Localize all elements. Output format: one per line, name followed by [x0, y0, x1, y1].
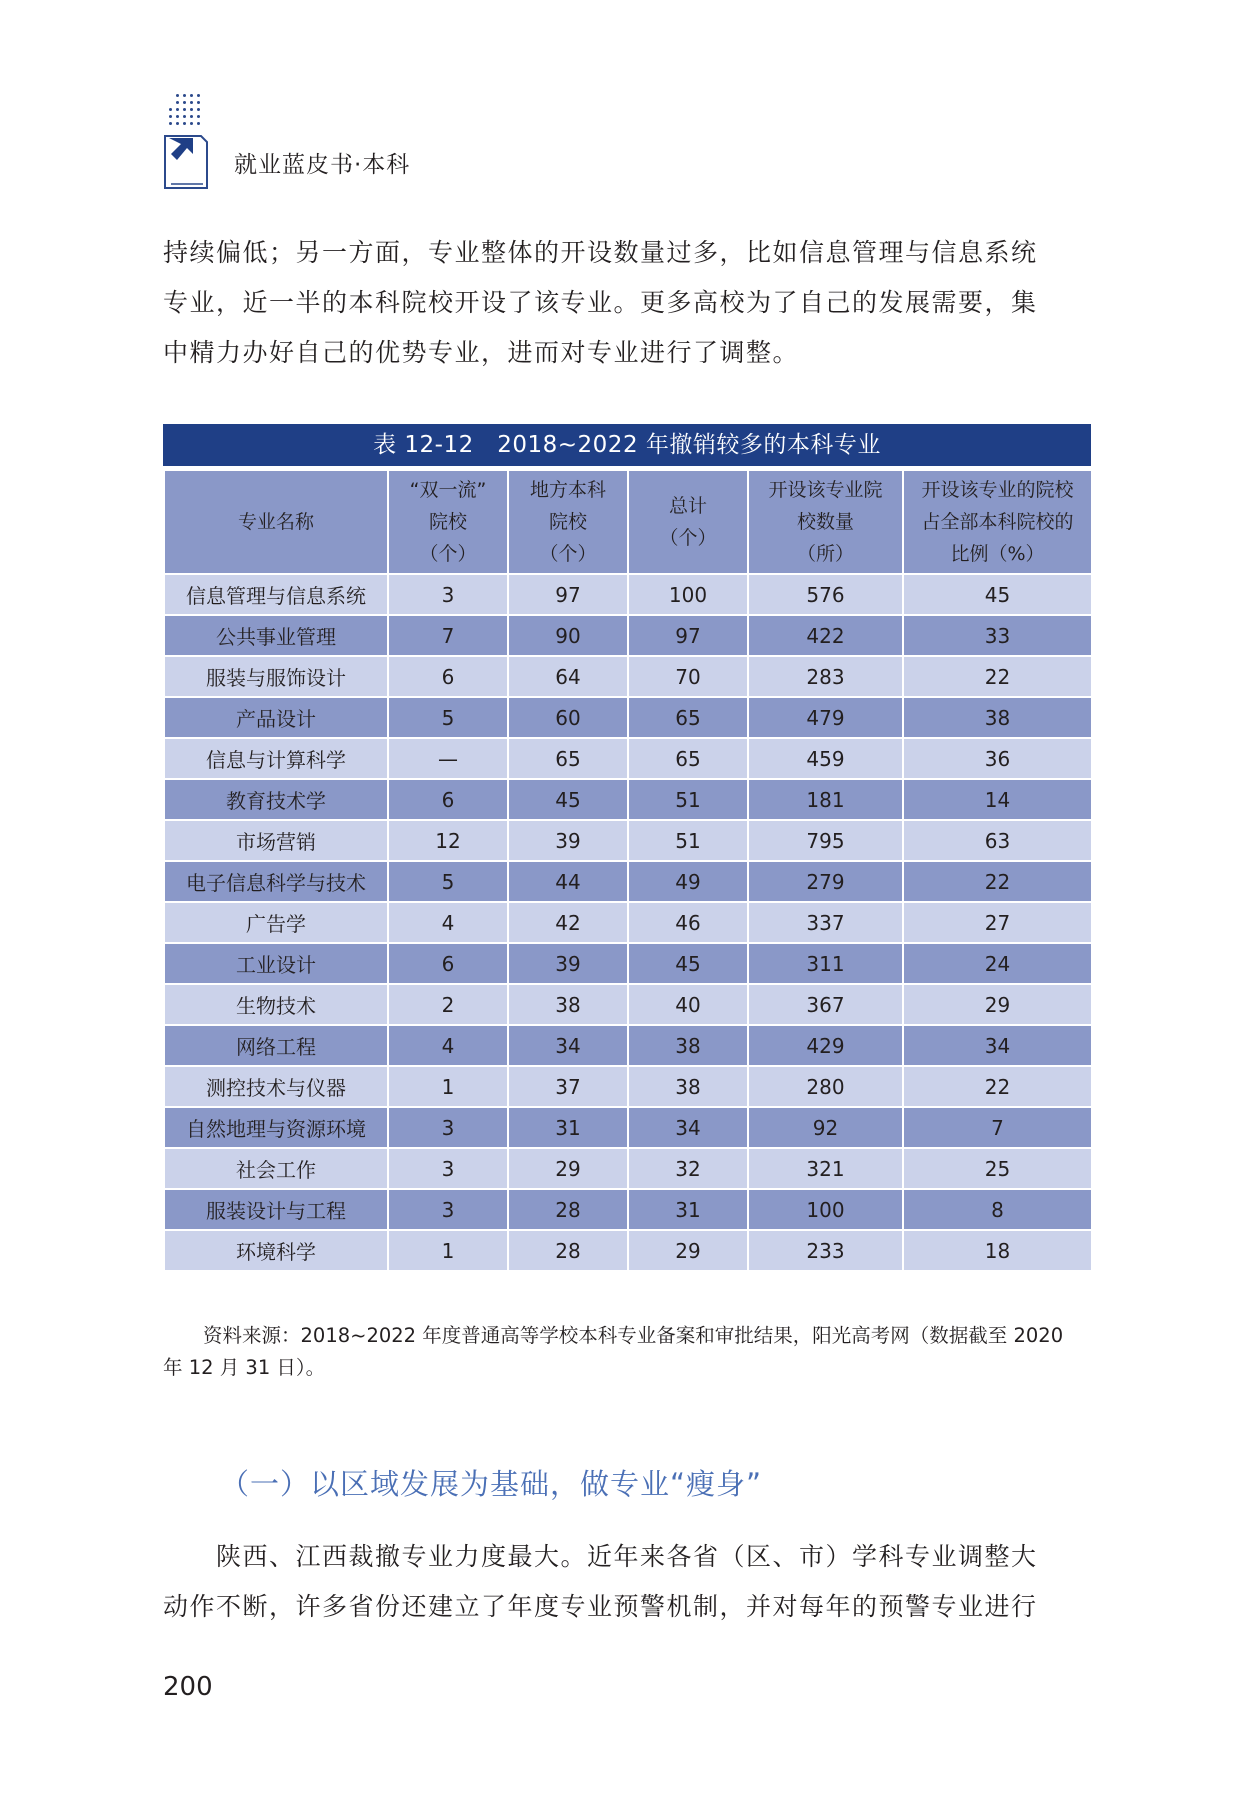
table-row [164, 861, 1092, 902]
major-name-cell: 信息与计算科学 [164, 738, 388, 779]
table-cell: 45 [903, 574, 1092, 615]
table-row [164, 820, 1092, 861]
dot [169, 115, 172, 118]
table-cell: 367 [748, 984, 903, 1025]
table-cell: 6 [388, 656, 508, 697]
column-header-line: 总计 [668, 495, 707, 517]
dot [190, 115, 193, 118]
table-cell: 28 [508, 1189, 628, 1230]
table-cell: 65 [628, 697, 748, 738]
table-cell: 38 [628, 1025, 748, 1066]
table-cell: 5 [388, 697, 508, 738]
table-cell: 49 [628, 861, 748, 902]
table-cell: 38 [903, 697, 1092, 738]
table-cell: 29 [628, 1230, 748, 1271]
table-cell: 29 [508, 1148, 628, 1189]
text-line: 陕西、江西裁撤专业力度最大。近年来各省（区、市）学科专业调整大 [216, 1542, 1038, 1571]
column-header-line: 开设该专业院 [768, 479, 883, 501]
section-heading: （一）以区域发展为基础，做专业“瘦身” [220, 1467, 763, 1501]
major-name-cell: 生物技术 [164, 984, 388, 1025]
table-cell: 3 [388, 1189, 508, 1230]
dot [176, 115, 179, 118]
table-cell: 6 [388, 779, 508, 820]
table-cell: 39 [508, 820, 628, 861]
column-header-line: 校数量 [796, 511, 854, 533]
table-row [164, 574, 1092, 615]
major-name-cell: 自然地理与资源环境 [164, 1107, 388, 1148]
source-line: 年 12 月 31 日）。 [163, 1356, 326, 1379]
major-name-cell: 社会工作 [164, 1148, 388, 1189]
table-cell: 283 [748, 656, 903, 697]
dot [183, 115, 186, 118]
dot [176, 101, 179, 104]
table-row [164, 615, 1092, 656]
table-cell: 38 [508, 984, 628, 1025]
column-header-line: （个） [659, 527, 717, 549]
table-cell: 6 [388, 943, 508, 984]
dot [169, 108, 172, 111]
table-cell: 37 [508, 1066, 628, 1107]
dot [169, 122, 172, 125]
table-cell: 279 [748, 861, 903, 902]
table-row [164, 902, 1092, 943]
data-table [163, 424, 1091, 1272]
table-cell: 44 [508, 861, 628, 902]
table-cell: 7 [903, 1107, 1092, 1148]
table-cell: 32 [628, 1148, 748, 1189]
table-cell: 27 [903, 902, 1092, 943]
table-row [164, 984, 1092, 1025]
column-header-line: 占全部本科院校的 [921, 511, 1074, 533]
table-row [164, 1066, 1092, 1107]
table-cell: — [388, 738, 508, 779]
table-cell: 422 [748, 615, 903, 656]
table-cell: 51 [628, 779, 748, 820]
column-header-line: 院校 [428, 511, 467, 533]
column-header-line: 专业名称 [237, 511, 314, 533]
intro-paragraph [163, 228, 1093, 378]
dot [176, 94, 179, 97]
source-line: 资料来源：2018~2022 年度普通高等学校本科专业备案和审批结果，阳光高考网（数据截至 2020 [203, 1324, 1064, 1347]
text-line: 持续偏低；另一方面，专业整体的开设数量过多，比如信息管理与信息系统 [163, 238, 1038, 267]
table-cell: 40 [628, 984, 748, 1025]
table-cell: 459 [748, 738, 903, 779]
table-cell: 5 [388, 861, 508, 902]
table-cell: 3 [388, 574, 508, 615]
table-cell: 97 [508, 574, 628, 615]
table-cell: 45 [508, 779, 628, 820]
table-cell: 321 [748, 1148, 903, 1189]
column-header-line: 地方本科 [529, 479, 606, 501]
table-cell: 60 [508, 697, 628, 738]
table-cell: 38 [628, 1066, 748, 1107]
table-cell: 12 [388, 820, 508, 861]
table-cell: 39 [508, 943, 628, 984]
dot [176, 122, 179, 125]
column-header-line: （所） [796, 543, 854, 565]
text-line: 动作不断，许多省份还建立了年度专业预警机制，并对每年的预警专业进行 [163, 1592, 1038, 1621]
column-header [628, 470, 748, 574]
column-header [388, 470, 508, 574]
table-cell: 3 [388, 1148, 508, 1189]
major-name-cell: 环境科学 [164, 1230, 388, 1271]
table-cell: 576 [748, 574, 903, 615]
closing-paragraph [163, 1532, 1093, 1632]
dot [197, 108, 200, 111]
table-cell: 22 [903, 656, 1092, 697]
table-cell: 1 [388, 1230, 508, 1271]
major-name-cell: 工业设计 [164, 943, 388, 984]
table-cell: 7 [388, 615, 508, 656]
table-row [164, 1107, 1092, 1148]
major-name-cell: 测控技术与仪器 [164, 1066, 388, 1107]
dot [190, 108, 193, 111]
major-name-cell: 产品设计 [164, 697, 388, 738]
major-name-cell: 网络工程 [164, 1025, 388, 1066]
table-title: 表 12-12 2018~2022 年撤销较多的本科专业 [163, 424, 1091, 469]
table-cell: 8 [903, 1189, 1092, 1230]
major-name-cell: 广告学 [164, 902, 388, 943]
table-cell: 64 [508, 656, 628, 697]
major-name-cell: 市场营销 [164, 820, 388, 861]
table-cell: 63 [903, 820, 1092, 861]
table-source-note [163, 1320, 1093, 1384]
table-row [164, 1025, 1092, 1066]
major-name-cell: 服装与服饰设计 [164, 656, 388, 697]
dot [197, 101, 200, 104]
dot [197, 115, 200, 118]
table-cell: 34 [628, 1107, 748, 1148]
table-cell: 100 [628, 574, 748, 615]
table-row [164, 697, 1092, 738]
table-row [164, 738, 1092, 779]
table-cell: 90 [508, 615, 628, 656]
table-cell: 92 [748, 1107, 903, 1148]
table-cell: 34 [508, 1025, 628, 1066]
dot [176, 108, 179, 111]
table-cell: 233 [748, 1230, 903, 1271]
column-header-line: （个） [539, 543, 597, 565]
column-header-line: 开设该专业的院校 [921, 479, 1074, 501]
table-cell: 2 [388, 984, 508, 1025]
table-row [164, 1148, 1092, 1189]
table-cell: 181 [748, 779, 903, 820]
table-cell: 4 [388, 902, 508, 943]
dot [183, 122, 186, 125]
text-line: 中精力办好自己的优势专业，进而对专业进行了调整。 [163, 338, 800, 367]
major-name-cell: 公共事业管理 [164, 615, 388, 656]
table-row [164, 943, 1092, 984]
column-header [903, 470, 1092, 574]
dot [190, 122, 193, 125]
column-header [164, 470, 388, 574]
table-cell: 429 [748, 1025, 903, 1066]
table-cell: 33 [903, 615, 1092, 656]
dot [183, 108, 186, 111]
table-cell: 70 [628, 656, 748, 697]
table-cell: 22 [903, 1066, 1092, 1107]
major-name-cell: 信息管理与信息系统 [164, 574, 388, 615]
table-cell: 65 [508, 738, 628, 779]
major-name-cell: 电子信息科学与技术 [164, 861, 388, 902]
table-cell: 31 [628, 1189, 748, 1230]
dot [190, 101, 193, 104]
dot [190, 94, 193, 97]
column-header-line: 比例（%） [950, 543, 1045, 565]
table-cell: 1 [388, 1066, 508, 1107]
table-cell: 29 [903, 984, 1092, 1025]
column-header-line: “双一流” [409, 479, 487, 501]
running-header [163, 94, 763, 204]
table-cell: 311 [748, 943, 903, 984]
table-cell: 36 [903, 738, 1092, 779]
major-name-cell: 教育技术学 [164, 779, 388, 820]
table-cell: 3 [388, 1107, 508, 1148]
table-cell: 65 [628, 738, 748, 779]
book-corner-icon [163, 134, 209, 190]
table-cell: 795 [748, 820, 903, 861]
table-row [164, 1230, 1092, 1271]
table-cell: 100 [748, 1189, 903, 1230]
table-cell: 34 [903, 1025, 1092, 1066]
table-cell: 4 [388, 1025, 508, 1066]
table-cell: 45 [628, 943, 748, 984]
table-cell: 14 [903, 779, 1092, 820]
table-cell: 42 [508, 902, 628, 943]
table-row [164, 1189, 1092, 1230]
column-header-line: （个） [419, 543, 477, 565]
dot [197, 122, 200, 125]
dot [197, 94, 200, 97]
table-row [164, 779, 1092, 820]
major-name-cell: 服装设计与工程 [164, 1189, 388, 1230]
table-cell: 97 [628, 615, 748, 656]
text-line: 专业，近一半的本科院校开设了该专业。更多高校为了自己的发展需要，集 [163, 288, 1038, 317]
header-title: 就业蓝皮书·本科 [234, 152, 411, 178]
column-header-line: 院校 [548, 511, 587, 533]
page-number: 200 [163, 1672, 213, 1702]
table-cell: 24 [903, 943, 1092, 984]
dot [183, 94, 186, 97]
table-cell: 337 [748, 902, 903, 943]
table-cell: 280 [748, 1066, 903, 1107]
dot-grid-decoration [169, 94, 209, 130]
column-header [508, 470, 628, 574]
table-cell: 22 [903, 861, 1092, 902]
table-cell: 479 [748, 697, 903, 738]
table-header-row [164, 470, 1092, 574]
table-cell: 28 [508, 1230, 628, 1271]
table-cell: 51 [628, 820, 748, 861]
dot [183, 101, 186, 104]
table-cell: 46 [628, 902, 748, 943]
table-cell: 31 [508, 1107, 628, 1148]
table-row [164, 656, 1092, 697]
table-cell: 25 [903, 1148, 1092, 1189]
table-cell: 18 [903, 1230, 1092, 1271]
column-header [748, 470, 903, 574]
